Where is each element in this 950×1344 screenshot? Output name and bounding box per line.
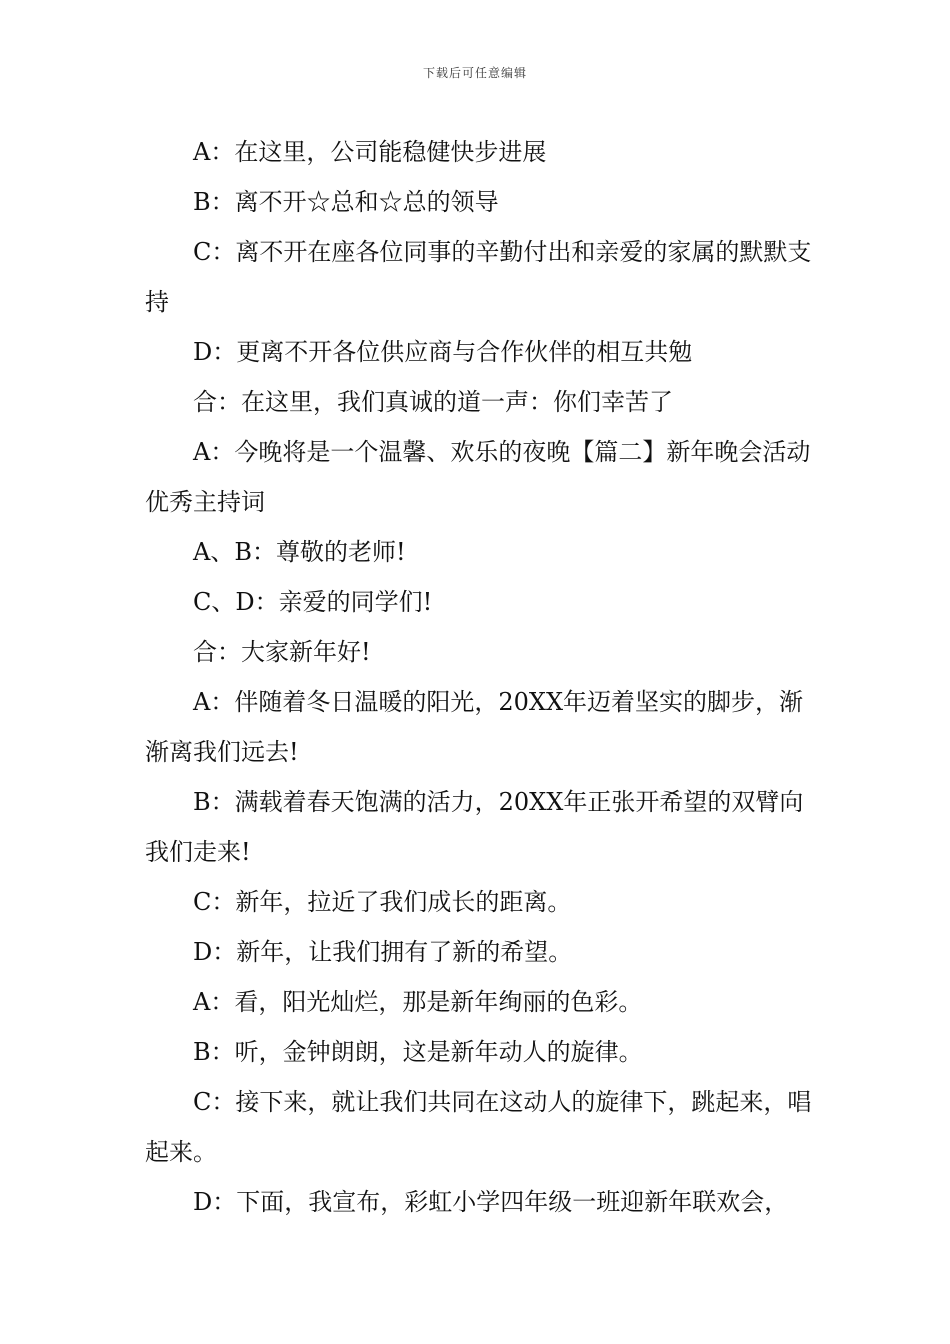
paragraph: D：下面，我宣布，彩虹小学四年级一班迎新年联欢会，	[193, 1188, 789, 1216]
paragraph: B：听，金钟朗朗，这是新年动人的旋律。	[193, 1038, 643, 1066]
paragraph: C：新年，拉近了我们成长的距离。	[193, 888, 572, 916]
paragraph: 合：大家新年好!	[193, 638, 371, 666]
paragraph: D：更离不开各位供应商与合作伙伴的相互共勉	[193, 338, 693, 366]
page-header-note: 下载后可任意编辑	[422, 66, 527, 80]
paragraph: C：离不开在座各位同事的辛勤付出和亲爱的家属的默默支持	[145, 238, 812, 316]
paragraph: D：新年，让我们拥有了新的希望。	[193, 938, 573, 966]
paragraph: B：满载着春天饱满的活力，20XX年正张开希望的双臂向我们走来!	[145, 788, 804, 866]
paragraph: C、D：亲爱的同学们!	[193, 588, 433, 616]
paragraph: A：伴随着冬日温暖的阳光，20XX年迈着坚实的脚步，渐渐离我们远去!	[145, 688, 804, 766]
paragraph: C：接下来，就让我们共同在这动人的旋律下，跳起来，唱起来。	[145, 1088, 812, 1166]
paragraph: A：看，阳光灿烂，那是新年绚丽的色彩。	[193, 988, 643, 1016]
paragraph: A：今晚将是一个温馨、欢乐的夜晚【篇二】新年晚会活动优秀主持词	[145, 438, 811, 516]
document-body	[145, 127, 825, 1227]
paragraph: A、B：尊敬的老师!	[193, 538, 406, 566]
paragraph: A：在这里，公司能稳健快步进展	[193, 138, 547, 166]
paragraph: B：离不开☆总和☆总的领导	[193, 188, 499, 216]
paragraph: 合：在这里，我们真诚的道一声：你们幸苦了	[193, 388, 673, 416]
